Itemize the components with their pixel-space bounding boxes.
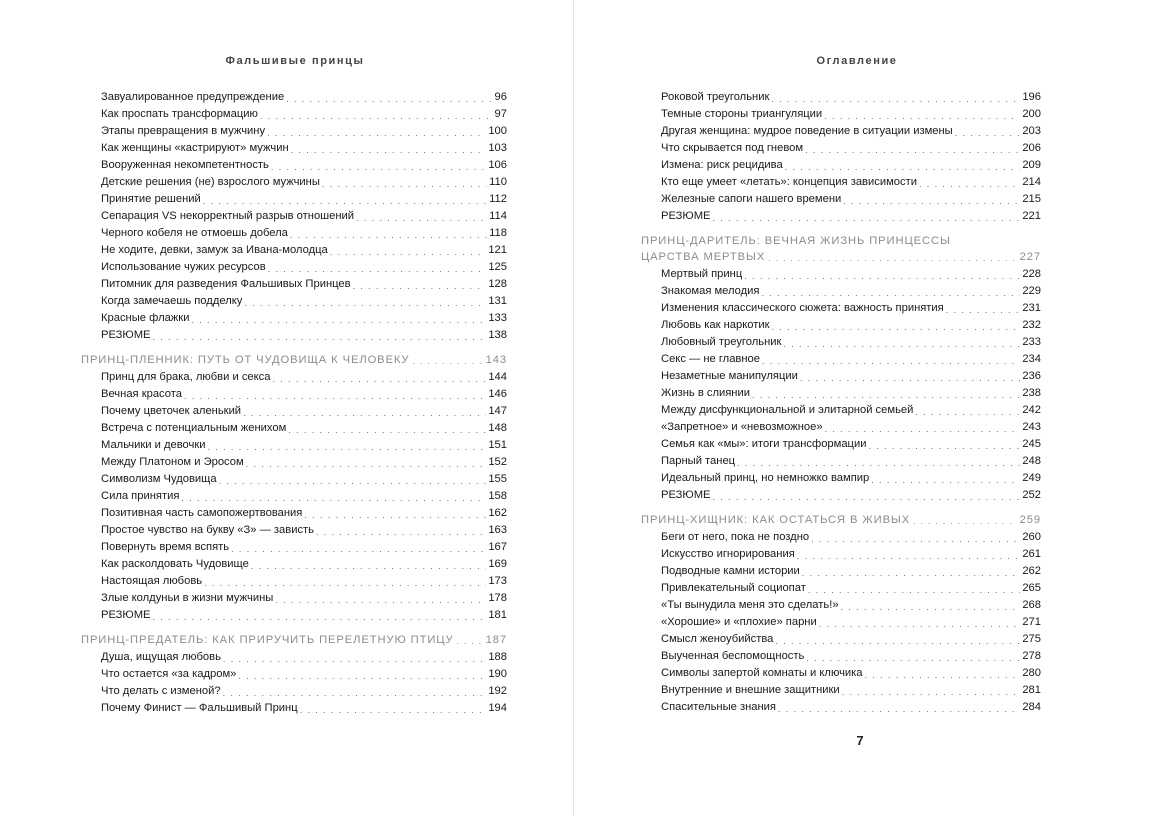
toc-entry[interactable] xyxy=(641,208,1041,225)
toc-entry[interactable] xyxy=(81,369,507,386)
entry-title: Завуалированное предупреждение xyxy=(101,91,285,103)
entry-title: Использование чужих ресурсов xyxy=(101,261,266,273)
dot-leader xyxy=(713,490,1021,504)
toc-entry[interactable] xyxy=(81,539,507,556)
entry-page: 169 xyxy=(488,558,507,570)
chapter-page: 259 xyxy=(1019,514,1041,526)
dot-leader xyxy=(246,457,487,471)
entry-title: Повернуть время вспять xyxy=(101,541,230,553)
dot-leader xyxy=(203,194,487,208)
entry-title: Что остается «за кадром» xyxy=(101,668,237,680)
toc-entry[interactable] xyxy=(81,276,507,293)
toc-entry[interactable] xyxy=(81,649,507,666)
toc-entry[interactable] xyxy=(81,140,507,157)
toc-group xyxy=(81,89,507,344)
entry-page: 192 xyxy=(488,685,507,697)
toc-entry[interactable] xyxy=(641,699,1041,716)
dot-leader xyxy=(184,389,486,403)
dot-leader xyxy=(772,320,1021,334)
entry-page: 138 xyxy=(488,329,507,341)
entry-page: 190 xyxy=(488,668,507,680)
toc-entry[interactable] xyxy=(641,419,1041,436)
toc-entry[interactable] xyxy=(641,487,1041,504)
running-head-left: Фальшивые принцы xyxy=(225,55,365,67)
entry-page: 97 xyxy=(494,108,507,120)
entry-title: Не ходите, девки, замуж за Ивана-молодца xyxy=(101,244,328,256)
dot-leader xyxy=(762,286,1021,300)
dot-leader xyxy=(412,355,482,368)
dot-leader xyxy=(275,593,486,607)
toc-group xyxy=(81,649,507,717)
toc-entry[interactable] xyxy=(641,174,1041,191)
dot-leader xyxy=(153,330,487,344)
toc-entry[interactable] xyxy=(641,123,1041,140)
entry-title: Душа, ищущая любовь xyxy=(101,651,221,663)
toc-entry[interactable] xyxy=(641,283,1041,300)
entry-title: Вооруженная некомпетентность xyxy=(101,159,269,171)
toc-left xyxy=(81,89,507,717)
dot-leader xyxy=(231,542,486,556)
toc-entry[interactable] xyxy=(641,351,1041,368)
toc-entry[interactable] xyxy=(81,573,507,590)
chapter-page: 187 xyxy=(485,634,507,646)
toc-entry[interactable] xyxy=(641,266,1041,283)
dot-leader xyxy=(946,303,1021,317)
entry-page: 167 xyxy=(488,541,507,553)
entry-page: 268 xyxy=(1022,599,1041,611)
entry-title: Что скрывается под гневом xyxy=(661,142,804,154)
dot-leader xyxy=(915,405,1020,419)
dot-leader xyxy=(322,177,487,191)
chapter-heading[interactable] xyxy=(81,632,507,648)
entry-title: Сепарация VS некорректный разрыв отношений xyxy=(101,210,355,222)
entry-title: Секс — не главное xyxy=(661,353,760,365)
entry-title: Беги от него, пока не поздно xyxy=(661,531,810,543)
entry-title: Привлекательный социопат xyxy=(661,582,806,594)
toc-entry[interactable] xyxy=(641,597,1041,614)
toc-entry[interactable] xyxy=(81,454,507,471)
entry-page: 243 xyxy=(1022,421,1041,433)
dot-leader xyxy=(267,126,486,140)
toc-entry[interactable] xyxy=(641,631,1041,648)
toc-entry[interactable] xyxy=(641,546,1041,563)
entry-page: 236 xyxy=(1022,370,1041,382)
entry-title: Смысл женоубийства xyxy=(661,633,774,645)
dot-leader xyxy=(713,211,1021,225)
entry-title: Между дисфункциональной и элитарной семьей xyxy=(661,404,914,416)
toc-entry[interactable] xyxy=(641,157,1041,174)
entry-title: Незаметные манипуляции xyxy=(661,370,798,382)
entry-title: Красные флажки xyxy=(101,312,190,324)
entry-page: 280 xyxy=(1022,667,1041,679)
chapter-heading[interactable] xyxy=(641,233,1041,265)
toc-entry[interactable] xyxy=(81,327,507,344)
entry-page: 245 xyxy=(1022,438,1041,450)
entry-title: Железные сапоги нашего времени xyxy=(661,193,842,205)
chapter-title: ПРИНЦ-ПРЕДАТЕЛЬ: КАК ПРИРУЧИТЬ ПЕРЕЛЕТНУЮ ПТИЦУ xyxy=(81,634,454,646)
dot-leader xyxy=(271,160,486,174)
entry-title: Кто еще умеет «летать»: концепция зависимости xyxy=(661,176,917,188)
dot-leader xyxy=(778,702,1020,716)
entry-page: 196 xyxy=(1022,91,1041,103)
entry-page: 284 xyxy=(1022,701,1041,713)
running-head-right: Оглавление xyxy=(816,55,898,67)
dot-leader xyxy=(785,160,1021,174)
entry-page: 238 xyxy=(1022,387,1041,399)
dot-leader xyxy=(808,583,1021,597)
toc-group xyxy=(641,89,1041,225)
toc-entry[interactable] xyxy=(81,590,507,607)
dot-leader xyxy=(752,388,1020,402)
dot-leader xyxy=(251,559,486,573)
entry-page: 231 xyxy=(1022,302,1041,314)
entry-page: 209 xyxy=(1022,159,1041,171)
entry-page: 252 xyxy=(1022,489,1041,501)
entry-page: 261 xyxy=(1022,548,1041,560)
chapter-heading[interactable] xyxy=(641,512,1041,528)
entry-title: Детские решения (не) взрослого мужчины xyxy=(101,176,320,188)
entry-title: Мальчики и девочки xyxy=(101,439,206,451)
entry-title: Простое чувство на букву «З» — зависть xyxy=(101,524,314,536)
entry-page: 106 xyxy=(488,159,507,171)
dot-leader xyxy=(768,252,1016,265)
entry-title: Жизнь в слиянии xyxy=(661,387,750,399)
entry-page: 229 xyxy=(1022,285,1041,297)
dot-leader xyxy=(353,279,487,293)
toc-entry[interactable] xyxy=(81,522,507,539)
entry-page: 232 xyxy=(1022,319,1041,331)
entry-page: 151 xyxy=(488,439,507,451)
toc-group xyxy=(641,266,1041,504)
dot-leader xyxy=(304,508,486,522)
toc-entry[interactable] xyxy=(81,310,507,327)
dot-leader xyxy=(806,651,1020,665)
entry-page: 233 xyxy=(1022,336,1041,348)
entry-page: 103 xyxy=(488,142,507,154)
entry-page: 125 xyxy=(488,261,507,273)
dot-leader xyxy=(268,262,487,276)
entry-title: Роковой треугольник xyxy=(661,91,770,103)
toc-entry[interactable] xyxy=(641,453,1041,470)
entry-page: 121 xyxy=(488,244,507,256)
dot-leader xyxy=(737,456,1020,470)
chapter-title-line2: ЦАРСТВА МЕРТВЫХ xyxy=(641,251,766,263)
toc-entry[interactable] xyxy=(81,386,507,403)
entry-page: 248 xyxy=(1022,455,1041,467)
toc-entry[interactable] xyxy=(641,334,1041,351)
entry-title: Что делать с изменой? xyxy=(101,685,221,697)
chapter-page: 227 xyxy=(1019,251,1041,263)
dot-leader xyxy=(244,296,486,310)
entry-page: 147 xyxy=(488,405,507,417)
entry-page: 148 xyxy=(488,422,507,434)
entry-page: 265 xyxy=(1022,582,1041,594)
dot-leader xyxy=(153,610,487,624)
dot-leader xyxy=(865,668,1021,682)
toc-entry[interactable] xyxy=(81,505,507,522)
toc-group xyxy=(81,369,507,624)
entry-page: 173 xyxy=(488,575,507,587)
entry-title: Между Платоном и Эросом xyxy=(101,456,244,468)
entry-page: 128 xyxy=(488,278,507,290)
dot-leader xyxy=(913,515,1017,528)
toc-entry[interactable] xyxy=(81,666,507,683)
toc-entry[interactable] xyxy=(641,368,1041,385)
toc-entry[interactable] xyxy=(81,242,507,259)
entry-page: 110 xyxy=(489,176,507,188)
entry-title: Измена: риск рецидива xyxy=(661,159,783,171)
right-page xyxy=(574,0,1154,816)
toc-entry[interactable] xyxy=(641,682,1041,699)
entry-title: Как проспать трансформацию xyxy=(101,108,258,120)
toc-entry[interactable] xyxy=(641,385,1041,402)
dot-leader xyxy=(356,211,487,225)
dot-leader xyxy=(223,652,486,666)
toc-entry[interactable] xyxy=(641,563,1041,580)
entry-page: 162 xyxy=(488,507,507,519)
toc-entry[interactable] xyxy=(641,300,1041,317)
entry-page: 96 xyxy=(494,91,507,103)
entry-title: Злые колдуньи в жизни мужчины xyxy=(101,592,274,604)
entry-title: Семья как «мы»: итоги трансформации xyxy=(661,438,867,450)
dot-leader xyxy=(842,685,1021,699)
dot-leader xyxy=(841,600,1021,614)
entry-page: 188 xyxy=(488,651,507,663)
dot-leader xyxy=(288,423,486,437)
entry-title: Выученная беспомощность xyxy=(661,650,805,662)
entry-page: 144 xyxy=(488,371,507,383)
entry-page: 249 xyxy=(1022,472,1041,484)
toc-entry[interactable] xyxy=(81,157,507,174)
dot-leader xyxy=(783,337,1020,351)
entry-page: 181 xyxy=(488,609,507,621)
entry-title: Встреча с потенциальным женихом xyxy=(101,422,287,434)
dot-leader xyxy=(219,474,487,488)
entry-title: РЕЗЮМЕ xyxy=(101,609,151,621)
entry-page: 146 xyxy=(488,388,507,400)
entry-title: Черного кобеля не отмоешь добела xyxy=(101,227,288,239)
entry-page: 242 xyxy=(1022,404,1041,416)
entry-title: Когда замечаешь подделку xyxy=(101,295,243,307)
dot-leader xyxy=(291,143,487,157)
dot-leader xyxy=(273,372,487,386)
toc-entry[interactable] xyxy=(641,89,1041,106)
entry-page: 262 xyxy=(1022,565,1041,577)
entry-title: Мертвый принц xyxy=(661,268,743,280)
entry-page: 133 xyxy=(488,312,507,324)
dot-leader xyxy=(771,92,1020,106)
entry-page: 260 xyxy=(1022,531,1041,543)
dot-leader xyxy=(286,92,492,106)
toc-entry[interactable] xyxy=(641,402,1041,419)
entry-title: Почему Финист — Фальшивый Принц xyxy=(101,702,298,714)
entry-title: Почему цветочек аленький xyxy=(101,405,242,417)
entry-title: Как расколдовать Чудовище xyxy=(101,558,249,570)
entry-page: 131 xyxy=(488,295,507,307)
chapter-title-line1: ПРИНЦ-ДАРИТЕЛЬ: ВЕЧНАЯ ЖИЗНЬ ПРИНЦЕССЫ xyxy=(641,235,951,247)
dot-leader xyxy=(316,525,486,539)
entry-page: 112 xyxy=(489,193,507,205)
toc-entry[interactable] xyxy=(81,123,507,140)
entry-title: Знакомая мелодия xyxy=(661,285,760,297)
dot-leader xyxy=(330,245,487,259)
toc-entry[interactable] xyxy=(641,470,1041,487)
dot-leader xyxy=(811,532,1020,546)
entry-title: РЕЗЮМЕ xyxy=(661,489,711,501)
dot-leader xyxy=(819,617,1021,631)
dot-leader xyxy=(800,371,1020,385)
entry-title: «Запретное» и «невозможное» xyxy=(661,421,823,433)
toc-entry[interactable] xyxy=(81,191,507,208)
dot-leader xyxy=(843,194,1020,208)
toc-entry[interactable] xyxy=(81,225,507,242)
entry-page: 100 xyxy=(488,125,507,137)
dot-leader xyxy=(825,422,1021,436)
dot-leader xyxy=(762,354,1020,368)
entry-page: 178 xyxy=(488,592,507,604)
dot-leader xyxy=(207,440,486,454)
entry-title: Принц для брака, любви и секса xyxy=(101,371,271,383)
dot-leader xyxy=(775,634,1020,648)
entry-page: 278 xyxy=(1022,650,1041,662)
entry-title: Питомник для разведения Фальшивых Принцев xyxy=(101,278,351,290)
dot-leader xyxy=(223,686,487,700)
entry-page: 194 xyxy=(488,702,507,714)
entry-title: Вечная красота xyxy=(101,388,182,400)
entry-title: «Ты вынудила меня это сделать!» xyxy=(661,599,839,611)
entry-page: 203 xyxy=(1022,125,1041,137)
dot-leader xyxy=(456,635,482,648)
page-number: 7 xyxy=(856,733,864,748)
toc-entry[interactable] xyxy=(81,89,507,106)
entry-title: Символы запертой комнаты и ключика xyxy=(661,667,863,679)
entry-title: Изменения классического сюжета: важность принятия xyxy=(661,302,944,314)
entry-title: Подводные камни истории xyxy=(661,565,800,577)
dot-leader xyxy=(824,109,1020,123)
toc-entry[interactable] xyxy=(81,607,507,624)
toc-right xyxy=(641,89,1041,716)
toc-entry[interactable] xyxy=(641,665,1041,682)
toc-entry[interactable] xyxy=(81,174,507,191)
toc-group xyxy=(641,529,1041,716)
entry-page: 155 xyxy=(488,473,507,485)
toc-entry[interactable] xyxy=(81,437,507,454)
toc-entry[interactable] xyxy=(641,614,1041,631)
chapter-page: 143 xyxy=(485,354,507,366)
toc-entry[interactable] xyxy=(641,580,1041,597)
dot-leader xyxy=(802,566,1021,580)
entry-page: 158 xyxy=(488,490,507,502)
toc-entry[interactable] xyxy=(81,208,507,225)
entry-title: Настоящая любовь xyxy=(101,575,203,587)
entry-title: РЕЗЮМЕ xyxy=(661,210,711,222)
dot-leader xyxy=(797,549,1021,563)
entry-title: Парный танец xyxy=(661,455,736,467)
dot-leader xyxy=(919,177,1020,191)
dot-leader xyxy=(805,143,1020,157)
dot-leader xyxy=(191,313,486,327)
dot-leader xyxy=(290,228,487,242)
entry-page: 228 xyxy=(1022,268,1041,280)
entry-title: Сила принятия xyxy=(101,490,180,502)
left-page xyxy=(0,0,574,816)
entry-title: Символизм Чудовища xyxy=(101,473,217,485)
entry-title: Позитивная часть самопожертвования xyxy=(101,507,303,519)
entry-page: 215 xyxy=(1022,193,1041,205)
entry-page: 118 xyxy=(489,227,507,239)
dot-leader xyxy=(260,109,493,123)
dot-leader xyxy=(300,703,487,717)
entry-page: 206 xyxy=(1022,142,1041,154)
entry-title: Искусство игнорирования xyxy=(661,548,795,560)
entry-title: Другая женщина: мудрое поведение в ситуации измены xyxy=(661,125,953,137)
entry-page: 200 xyxy=(1022,108,1041,120)
toc-entry[interactable] xyxy=(641,317,1041,334)
dot-leader xyxy=(181,491,486,505)
chapter-title: ПРИНЦ-ПЛЕННИК: ПУТЬ ОТ ЧУДОВИЩА К ЧЕЛОВЕКУ xyxy=(81,354,410,366)
toc-entry[interactable] xyxy=(81,259,507,276)
toc-entry[interactable] xyxy=(641,529,1041,546)
dot-leader xyxy=(871,473,1020,487)
entry-title: Спасительные знания xyxy=(661,701,776,713)
entry-title: «Хорошие» и «плохие» парни xyxy=(661,616,817,628)
entry-page: 221 xyxy=(1022,210,1041,222)
dot-leader xyxy=(238,669,486,683)
entry-title: Этапы превращения в мужчину xyxy=(101,125,266,137)
entry-title: Как женщины «кастрируют» мужчин xyxy=(101,142,289,154)
toc-entry[interactable] xyxy=(641,436,1041,453)
toc-entry[interactable] xyxy=(81,471,507,488)
entry-title: Принятие решений xyxy=(101,193,201,205)
toc-entry[interactable] xyxy=(81,700,507,717)
entry-page: 214 xyxy=(1022,176,1041,188)
entry-page: 163 xyxy=(488,524,507,536)
chapter-heading[interactable] xyxy=(81,352,507,368)
toc-entry[interactable] xyxy=(641,140,1041,157)
entry-title: Любовь как наркотик xyxy=(661,319,770,331)
toc-entry[interactable] xyxy=(641,648,1041,665)
entry-title: Идеальный принц, но немножко вампир xyxy=(661,472,870,484)
toc-entry[interactable] xyxy=(81,420,507,437)
toc-entry[interactable] xyxy=(81,556,507,573)
dot-leader xyxy=(744,269,1020,283)
dot-leader xyxy=(243,406,486,420)
toc-entry[interactable] xyxy=(81,106,507,123)
entry-page: 114 xyxy=(489,210,507,222)
dot-leader xyxy=(955,126,1021,140)
entry-title: РЕЗЮМЕ xyxy=(101,329,151,341)
entry-page: 275 xyxy=(1022,633,1041,645)
entry-page: 234 xyxy=(1022,353,1041,365)
toc-entry[interactable] xyxy=(81,683,507,700)
toc-entry[interactable] xyxy=(81,488,507,505)
entry-title: Внутренние и внешние защитники xyxy=(661,684,840,696)
toc-entry[interactable] xyxy=(641,191,1041,208)
dot-leader xyxy=(868,439,1020,453)
toc-entry[interactable] xyxy=(81,293,507,310)
entry-page: 281 xyxy=(1022,684,1041,696)
entry-page: 152 xyxy=(488,456,507,468)
toc-entry[interactable] xyxy=(81,403,507,420)
entry-title: Любовный треугольник xyxy=(661,336,782,348)
toc-entry[interactable] xyxy=(641,106,1041,123)
entry-title: Темные стороны триангуляции xyxy=(661,108,823,120)
dot-leader xyxy=(204,576,486,590)
entry-page: 271 xyxy=(1022,616,1041,628)
chapter-title: ПРИНЦ-ХИЩНИК: КАК ОСТАТЬСЯ В ЖИВЫХ xyxy=(641,514,911,526)
